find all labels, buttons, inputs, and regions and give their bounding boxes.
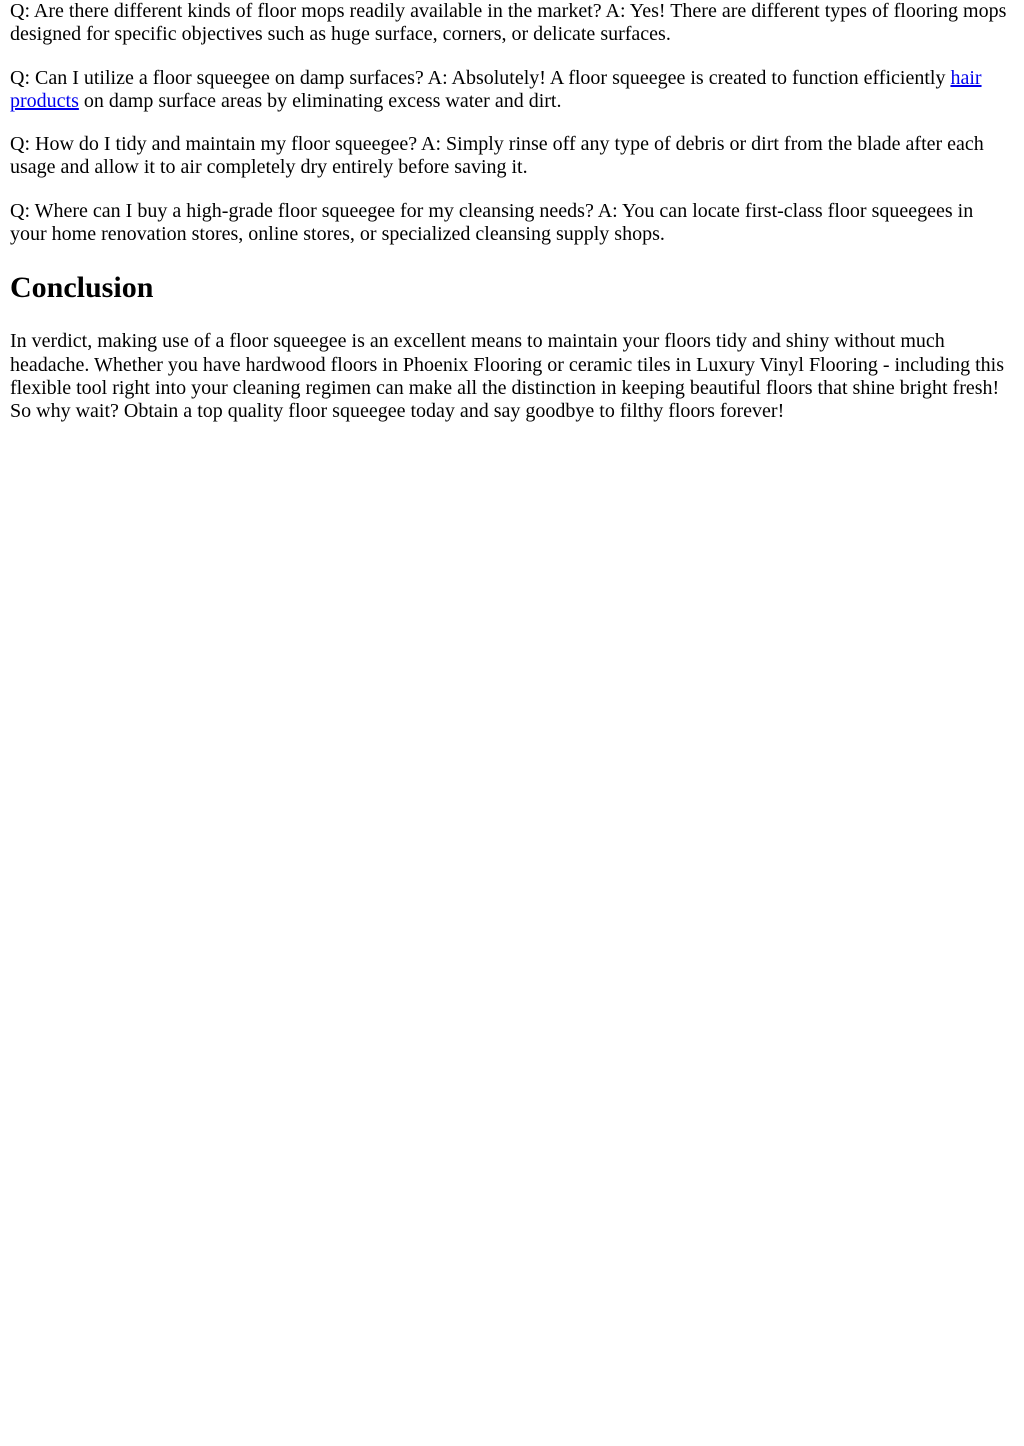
conclusion-section (10, 271, 1014, 423)
faq-item-where-to-buy: Q: Where can I buy a high-grade floor squeegee for my cleansing needs? A: You can locate first-class floor squeegees in your home renovation stores, online stores, or specialized cleansing supply shops. (10, 199, 974, 246)
faq-text-after-link: on damp surface areas by eliminating excess water and dirt. (78, 89, 562, 112)
faq-text-before-link: Q: Can I utilize a floor squeegee on damp surfaces? A: Absolutely! A floor squeegee is created to function efficiently (10, 66, 951, 89)
hair-products-link[interactable]: hair products (10, 66, 982, 112)
conclusion-heading: Conclusion (10, 271, 154, 305)
conclusion-paragraph: In verdict, making use of a floor squeegee is an excellent means to maintain your floors tidy and shiny without much headache. Whether you have hardwood floors in Phoenix Flooring or ceramic tiles in Luxury Vinyl Flooring - including this flexible tool right into your cleaning regimen can make all the distinction in keeping beautiful floors that shine bright fresh! So why wait? Obtain a top quality floor squeegee today and say goodbye to filthy floors forever! (10, 330, 1004, 423)
faq-item-mop-types: Q: Are there different kinds of floor mops readily available in the market? A: Yes! There are different types of flooring mops designed for specific objectives such as huge surface, corners, or delicate surfaces. (10, 0, 1007, 46)
faq-item-damp-surfaces (10, 67, 1014, 114)
faq-section (10, 0, 1014, 246)
faq-item-maintenance: Q: How do I tidy and maintain my floor squeegee? A: Simply rinse off any type of debris or dirt from the blade after each usage and allow it to air completely dry entirely before saving it. (10, 133, 984, 179)
